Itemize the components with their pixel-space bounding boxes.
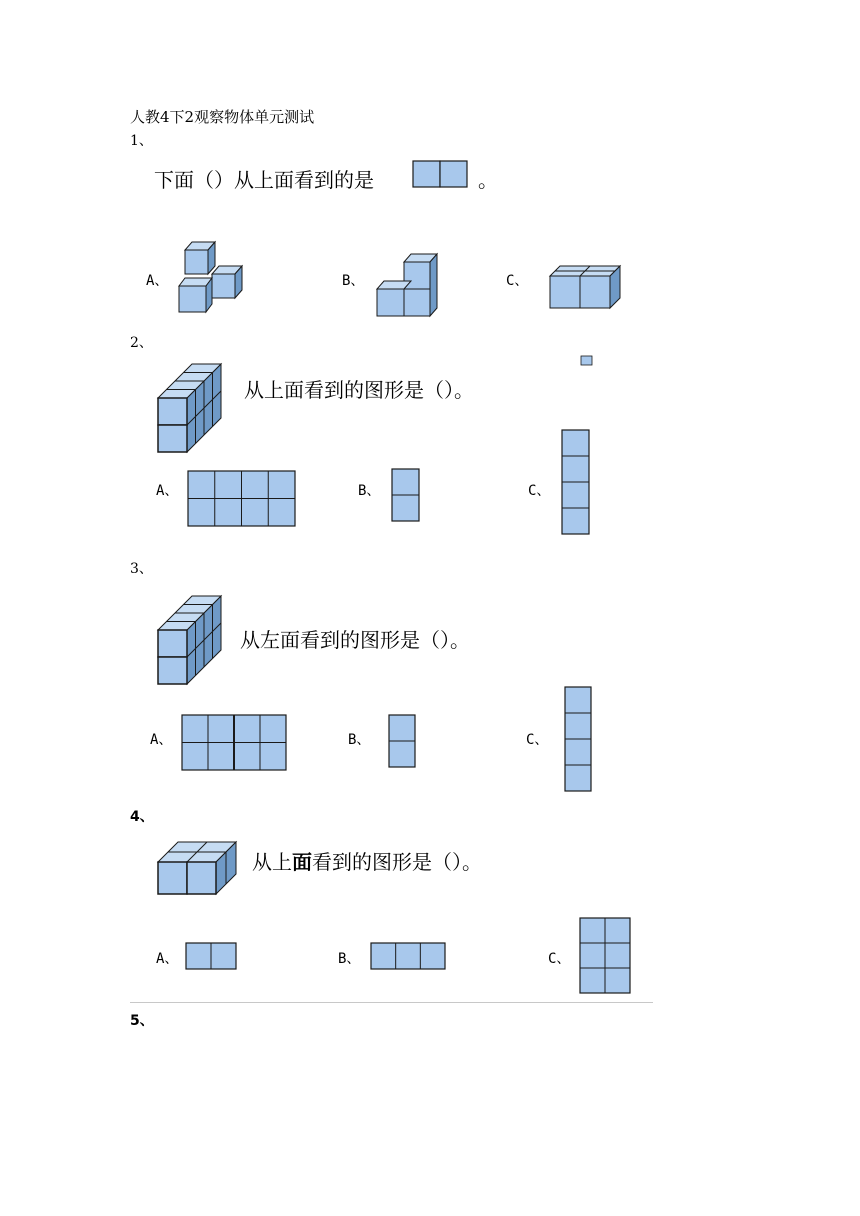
question-4-option-c-label: C、 — [548, 951, 571, 967]
question-1-option-b-label: B、 — [342, 273, 365, 289]
section-divider — [130, 1002, 653, 1003]
question-1-option-c-cubes — [546, 262, 626, 312]
question-4-number: 4、 — [130, 809, 154, 825]
question-1-top-view-figure — [412, 160, 472, 190]
page-title: 人教4下2观察物体单元测试 — [130, 108, 315, 126]
question-3-prompt: 从左面看到的图形是（）。 — [240, 628, 470, 652]
question-2-option-c-label: C、 — [528, 483, 551, 499]
question-1-number: 1、 — [130, 133, 153, 149]
question-3-option-a-grid — [181, 714, 289, 772]
question-1-prompt-end: 。 — [478, 168, 498, 192]
question-2-prompt: 从上面看到的图形是（）。 — [244, 378, 474, 402]
question-1-option-b-cubes — [374, 250, 444, 320]
question-4-option-b-grid — [370, 942, 448, 972]
question-2-option-b-grid — [391, 468, 421, 524]
question-2-number: 2、 — [130, 335, 153, 351]
question-4-option-a-grid — [185, 942, 239, 972]
question-4-prompt-part-b: 面 — [292, 850, 312, 874]
question-4-prompt — [252, 846, 482, 875]
question-3-number: 3、 — [130, 561, 153, 577]
question-3-option-c-label: C、 — [526, 732, 549, 748]
question-3-option-b-label: B、 — [348, 732, 371, 748]
question-4-option-b-label: B、 — [338, 951, 361, 967]
question-3-cube-stack — [154, 592, 224, 687]
question-4-option-c-grid — [579, 917, 633, 997]
question-5-number: 5、 — [130, 1013, 154, 1029]
question-4-prompt-part-a: 从上 — [252, 850, 292, 874]
question-3-option-c-grid — [564, 686, 594, 794]
question-3-option-b-grid — [388, 714, 418, 770]
question-2-option-b-label: B、 — [358, 483, 381, 499]
question-1-option-c-label: C、 — [506, 273, 529, 289]
question-1-option-a-label: A、 — [146, 273, 169, 289]
question-1-option-a-cubes — [176, 238, 256, 318]
question-4-option-a-label: A、 — [156, 951, 179, 967]
question-4-cube-block — [154, 838, 240, 902]
question-3-option-a-label: A、 — [150, 732, 173, 748]
question-2-stray-fragment — [580, 356, 594, 368]
question-4-prompt-part-c: 看到的图形是（）。 — [312, 850, 482, 874]
question-2-option-a-grid — [187, 470, 297, 528]
question-2-option-c-grid — [561, 429, 591, 537]
question-1-prompt: 下面（）从上面看到的是 — [154, 168, 374, 192]
question-2-option-a-label: A、 — [156, 483, 179, 499]
question-2-cube-stack — [154, 360, 224, 455]
